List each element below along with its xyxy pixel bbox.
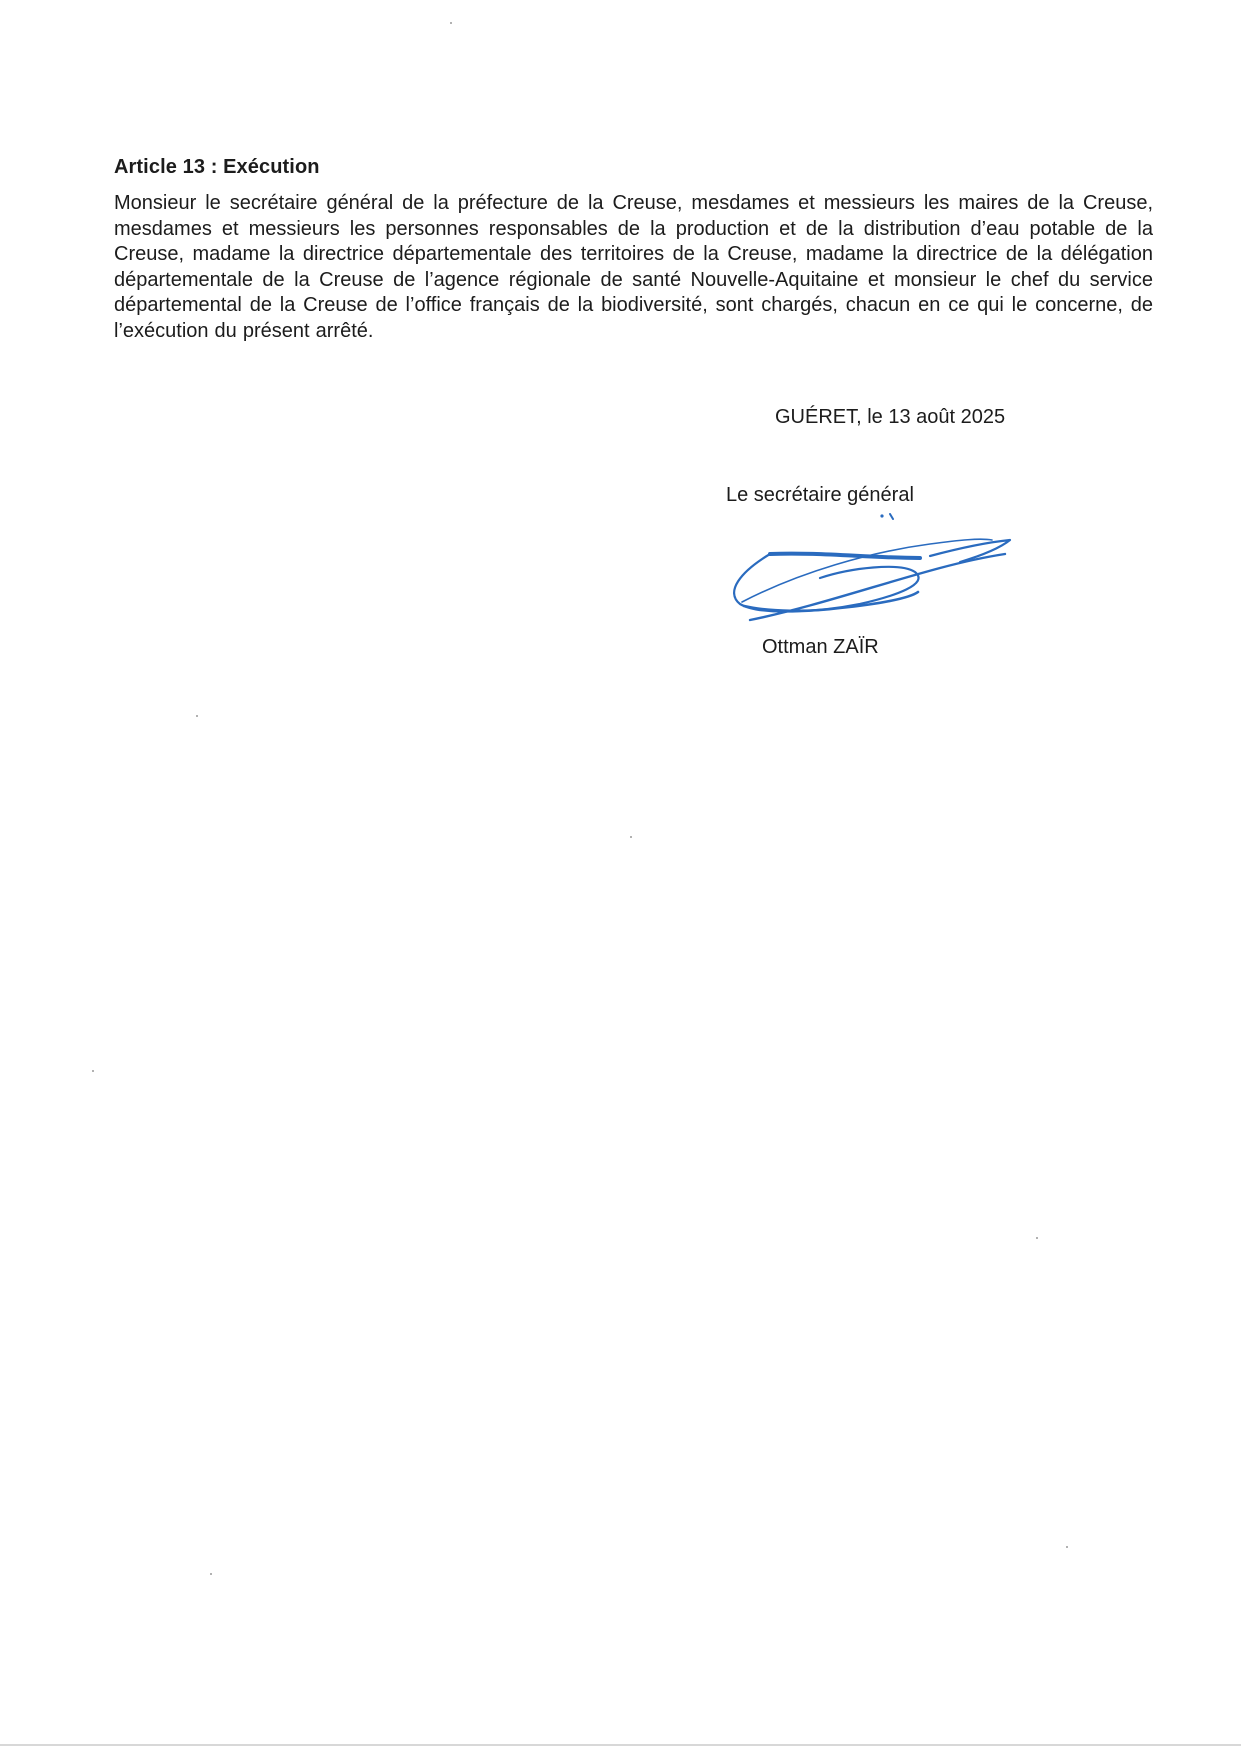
signatory-name: Ottman ZAÏR [762,636,879,658]
article-body: Monsieur le secrétaire général de la préfecture de la Creuse, mesdames et messieurs les maires de la Creuse, mesdames et messieurs les personnes responsables de la production et de la distribution d’eau potable de la Creuse, madame la directrice départementale des territoires de la Creuse, madame la directrice de la délégation départementale de la Creuse de l’agence régionale de santé Nouvelle-Aquitaine et monsieur le chef du service départemental de la Creuse de l’office français de la biodiversité, sont chargés, chacun en ce qui le concerne, de l’exécution du présent arrêté. [114,192,1153,342]
scan-speck [210,1573,212,1575]
signatory-title: Le secrétaire général [726,484,914,506]
place-date: GUÉRET, le 13 août 2025 [775,406,1006,428]
handwritten-signature [730,512,1030,632]
scan-speck [1066,1546,1068,1548]
scan-speck [1036,1237,1038,1239]
page-bottom-edge [0,1744,1241,1746]
scan-speck [196,715,198,717]
scan-speck [92,1070,94,1072]
article-heading: Article 13 : Exécution [114,156,320,178]
scan-speck [630,836,632,838]
scan-speck [450,22,452,24]
